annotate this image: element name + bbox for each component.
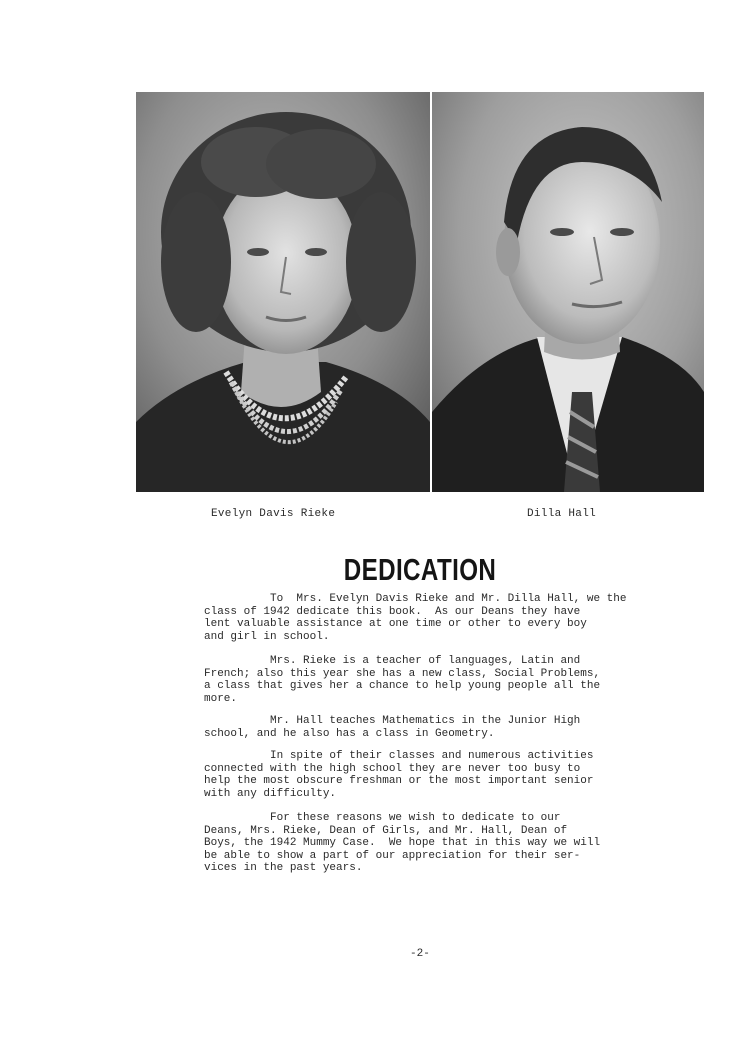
closing-paragraph: For these reasons we wish to dedicate to our Deans, Mrs. Rieke, Dean of Girls, and Mr. Hall, Dean of Boys, the 1942 Mummy Case. We hope that in this way we will be able to show a part of our appreciation for their ser- vices in the past years. <box>204 812 601 874</box>
rieke-paragraph: Mrs. Rieke is a teacher of languages, Latin and French; also this year she has a new class, Social Problems, a class that gives her a chance to help young people all the more. <box>204 655 601 705</box>
portrait-rieke-image <box>136 92 430 492</box>
page-number: -2- <box>410 948 430 960</box>
portrait-hall-image <box>432 92 704 492</box>
portrait-caption-hall: Dilla Hall <box>527 508 597 520</box>
portrait-caption-rieke: Evelyn Davis Rieke <box>211 508 336 520</box>
portrait-photo-hall <box>432 92 704 492</box>
page-heading: DEDICATION <box>343 552 497 587</box>
activities-paragraph: In spite of their classes and numerous activities connected with the high school they are never too busy to help the most obscure freshman or the most important senior with any difficulty. <box>204 750 594 800</box>
hall-paragraph: Mr. Hall teaches Mathematics in the Junior High school, and he also has a class in Geometry. <box>204 715 581 740</box>
dedication-paragraph: To Mrs. Evelyn Davis Rieke and Mr. Dilla Hall, we the class of 1942 dedicate this book. As our Deans they have lent valuable assistance at one time or other to every boy and girl in school. <box>204 593 627 643</box>
portrait-photo-rieke <box>136 92 430 492</box>
